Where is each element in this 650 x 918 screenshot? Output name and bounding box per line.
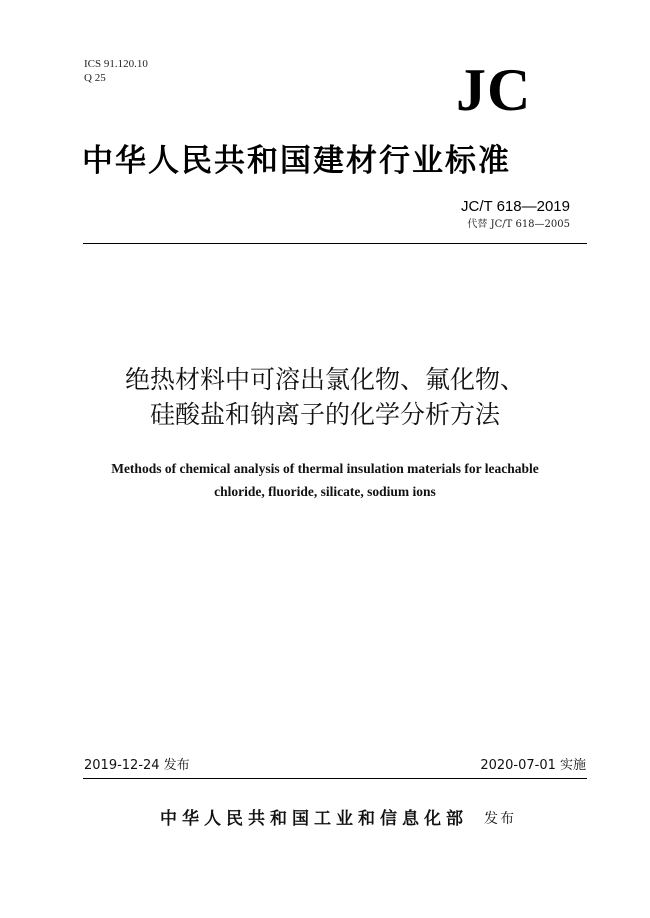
issuing-authority: 中华人民共和国工业和信息化部 xyxy=(160,809,468,829)
standard-number: JC/T 618—2019 xyxy=(461,198,570,215)
issuer-action: 发布 xyxy=(484,811,516,827)
implementation-date: 2020-07-01 实施 xyxy=(480,758,586,773)
replaced-standard: 代替 JC/T 618—2005 xyxy=(467,219,570,230)
top-divider xyxy=(83,243,587,244)
english-title-line-1: Methods of chemical analysis of thermal insulation materials for leachable xyxy=(111,461,539,476)
chinese-title-line-1: 绝热材料中可溶出氯化物、氟化物、 xyxy=(124,365,525,394)
issue-date: 2019-12-24 发布 xyxy=(84,758,190,773)
chinese-title-line-2: 硅酸盐和钠离子的化学分析方法 xyxy=(149,400,500,429)
english-title-line-2: chloride, fluoride, silicate, sodium ions xyxy=(214,484,436,499)
ics-code: ICS 91.120.10 xyxy=(84,58,148,70)
jc-logo: JC xyxy=(456,57,532,123)
bottom-divider xyxy=(83,778,587,779)
standard-type-heading: 中华人民共和国建材行业标准 xyxy=(82,143,511,179)
classification-codes xyxy=(84,57,148,85)
ccs-code: Q 25 xyxy=(84,72,106,84)
